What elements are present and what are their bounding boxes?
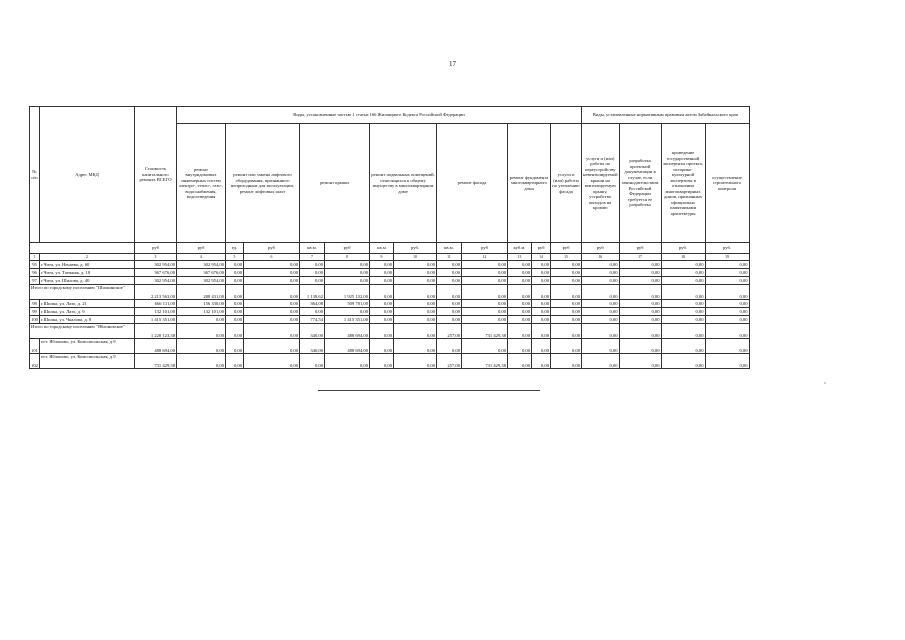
row-value: 0,00 (244, 300, 300, 308)
row-value: 0,00 (226, 300, 244, 308)
row-value: 488 694,00 (325, 339, 370, 354)
subtotal-value: 0,00 (551, 324, 582, 339)
header-utility: ремонт внутридомовых инженерных систем электро-, тепло-, газо-, водоснабжения, водоотведения (177, 124, 226, 243)
column-number: 16 (582, 254, 620, 261)
row-number: 99 (30, 308, 40, 316)
row-address: пгт. Яблоново, ул. Комсомольская, д.9 (40, 354, 135, 369)
row-value: 0,00 (582, 300, 620, 308)
row-value: 0,00 (394, 261, 437, 269)
unit-cell: руб (177, 243, 226, 254)
units-row (30, 243, 750, 254)
subtotal-label: Итого по городскому поселению "Шилкинское" (30, 285, 135, 300)
unit-cell: руб (244, 243, 300, 254)
header-basement: ремонт подвальных помещений, относящихся к общему имуществу в многоквартирном доме (370, 124, 437, 243)
row-value: 0,00 (619, 300, 661, 308)
header-total-cost: Стоимость капитального ремонта ВСЕГО (135, 107, 177, 243)
row-value: 0,00 (325, 277, 370, 285)
row-value: 0,00 (325, 261, 370, 269)
row-value: 0,00 (244, 261, 300, 269)
row-value: 0,00 (244, 269, 300, 277)
row-value: 0,00 (462, 277, 508, 285)
row-value: 0,00 (394, 277, 437, 285)
column-number: 13 (508, 254, 532, 261)
row-value: 0,00 (619, 339, 661, 354)
row-value: 257,00 (437, 354, 462, 369)
row-value: 774,54 (300, 316, 325, 324)
subtotal-value: 0,00 (705, 285, 749, 300)
subtotal-value: 0,00 (582, 324, 620, 339)
row-value: 0,00 (177, 354, 226, 369)
row-value: 0,00 (437, 277, 462, 285)
row-address: г.Чита, ул. Нечаева, д. 60 (40, 261, 135, 269)
column-number: 12 (462, 254, 508, 261)
row-value: 0,00 (582, 308, 620, 316)
subtotal-value: 1 925 132,00 (325, 285, 370, 300)
table-row (30, 300, 750, 308)
row-value: 0,00 (619, 269, 661, 277)
row-value: 0,00 (394, 269, 437, 277)
row-value: 0,00 (508, 300, 532, 308)
row-value: 1 415 351,00 (325, 316, 370, 324)
unit-cell: куб.м. (508, 243, 532, 254)
row-value: 0,00 (226, 354, 244, 369)
row-value: 0,00 (437, 261, 462, 269)
header-num: № п/п (30, 107, 40, 243)
group-header-regional: Виды, установленные нормативным правовым актом Забайкальского края (582, 107, 750, 124)
unit-cell: кв.м. (300, 243, 325, 254)
row-value: 0,00 (244, 339, 300, 354)
subtotal-value: 257,00 (437, 324, 462, 339)
subtotal-value: 488 694,00 (325, 324, 370, 339)
row-value: 0,00 (300, 261, 325, 269)
header-design-docs: разработка проектной документации в случае, если законодательством Российской Федерации требуется ее разработка (619, 124, 661, 243)
row-value: 0,00 (370, 354, 394, 369)
row-value: 509 781,00 (325, 300, 370, 308)
row-value: 488 694,00 (135, 339, 177, 354)
row-address: г.Шилка, ул. Чкалова, д. 8 (40, 316, 135, 324)
subtotal-value: 2 213 563,00 (135, 285, 177, 300)
subtotal-value: 0,00 (582, 285, 620, 300)
row-number: 100 (31, 316, 38, 322)
row-value: 0,00 (705, 339, 749, 354)
unit-cell: руб (325, 243, 370, 254)
row-value: 0,00 (177, 339, 226, 354)
subtotal-value: 0,00 (619, 324, 661, 339)
row-value: 0,00 (705, 300, 749, 308)
column-number: 9 (370, 254, 394, 261)
subtotal-row (30, 285, 750, 300)
row-value: 0,00 (370, 339, 394, 354)
row-value: 0,00 (532, 300, 551, 308)
column-number: 8 (325, 254, 370, 261)
row-value: 0,00 (705, 269, 749, 277)
unit-cell: руб (532, 243, 551, 254)
row-value: 0,00 (226, 277, 244, 285)
row-value: 0,00 (508, 339, 532, 354)
subtotal-value: 0,00 (462, 285, 508, 300)
column-number: 14 (532, 254, 551, 261)
row-value: 340,00 (300, 339, 325, 354)
row-value: 666 111,00 (135, 300, 177, 308)
subtotal-value: 0,00 (532, 285, 551, 300)
unit-cell: ед. (226, 243, 244, 254)
end-rule (318, 390, 540, 391)
row-value: 0,00 (582, 269, 620, 277)
row-value: 0,00 (394, 316, 437, 324)
row-value: 0,00 (462, 339, 508, 354)
row-value: 0,00 (300, 269, 325, 277)
row-value: 0,00 (437, 339, 462, 354)
row-value: 0,00 (705, 308, 749, 316)
subtotal-value: 0,00 (244, 285, 300, 300)
subtotal-value: 0,00 (532, 324, 551, 339)
row-value: 0,00 (300, 277, 325, 285)
row-value: 0,00 (226, 316, 244, 324)
unit-cell: руб (619, 243, 661, 254)
row-value: 0,00 (551, 308, 582, 316)
subtotal-value: 0,00 (244, 324, 300, 339)
row-value: 0,00 (508, 269, 532, 277)
row-value: 0,00 (462, 269, 508, 277)
row-value: 0,00 (226, 269, 244, 277)
column-number: 7 (300, 254, 325, 261)
column-number: 5 (226, 254, 244, 261)
row-number: 98 (30, 300, 40, 308)
row-value: 0,00 (582, 261, 620, 269)
row-number: 95 (30, 261, 40, 269)
row-value: 132 101,00 (177, 308, 226, 316)
table-row (30, 354, 750, 369)
row-value: 0,00 (551, 300, 582, 308)
row-value: 0,00 (661, 354, 705, 369)
header-address: Адрес МКД (40, 107, 135, 243)
row-value: 0,00 (394, 308, 437, 316)
row-value: 0,00 (619, 308, 661, 316)
row-value: 0,00 (370, 277, 394, 285)
subtotal-value: 1 220 123,38 (135, 324, 177, 339)
header-expertise: проведение государственной экспертизы проекта, историко-культурной экспертизы в отношении многоквартирных домов, признанных официально памятниками архитектуры (661, 124, 705, 243)
row-value: 0,00 (508, 277, 532, 285)
header-supervision: осуществление строительного контроля (705, 124, 749, 243)
row-value: 302 954,00 (135, 277, 177, 285)
subtotal-row (30, 324, 750, 339)
subtotal-value: 288 431,00 (177, 285, 226, 300)
row-value: 731 429,38 (462, 354, 508, 369)
table-row (30, 277, 750, 285)
row-value: 0,00 (705, 316, 749, 324)
table-row (30, 339, 750, 354)
row-address: пгт. Яблоново, ул. Комсомольская, д.9 (40, 339, 135, 354)
subtotal-value: 0,00 (508, 324, 532, 339)
unit-cell: руб. (705, 243, 749, 254)
table-row (30, 269, 750, 277)
end-mark: " (824, 383, 827, 388)
row-value: 0,00 (437, 316, 462, 324)
row-value: 302 954,00 (177, 277, 226, 285)
row-value: 367 676,00 (177, 269, 226, 277)
subtotal-value: 0,00 (661, 324, 705, 339)
subtotal-value: 0,00 (437, 285, 462, 300)
column-number-row (30, 254, 750, 261)
row-value: 0,00 (325, 308, 370, 316)
subtotal-value: 0,00 (619, 285, 661, 300)
row-value: 0,00 (532, 277, 551, 285)
row-value: 0,00 (532, 316, 551, 324)
subtotal-value: 0,00 (370, 285, 394, 300)
column-number: 10 (394, 254, 437, 261)
subtotal-value: 731 429,38 (462, 324, 508, 339)
row-value: 0,00 (244, 316, 300, 324)
row-value: 0,00 (532, 339, 551, 354)
row-number: 96 (30, 269, 40, 277)
table-row (30, 308, 750, 316)
subtotal-value: 1 138,62 (300, 285, 325, 300)
row-value: 0,00 (705, 354, 749, 369)
row-value: 0,00 (551, 277, 582, 285)
row-value: 0,00 (619, 261, 661, 269)
row-value: 0,00 (437, 308, 462, 316)
unit-cell: руб (582, 243, 620, 254)
subtotal-value: 0,00 (394, 324, 437, 339)
row-value: 0,00 (300, 308, 325, 316)
table-row (30, 261, 750, 269)
row-value: 0,00 (370, 269, 394, 277)
row-value: 0,00 (226, 261, 244, 269)
row-value: 0,00 (508, 308, 532, 316)
row-value: 0,00 (325, 269, 370, 277)
row-address: г.Шилка, ул. Лазо, д. 9 (40, 308, 135, 316)
header-roof: ремонт крыши (300, 124, 370, 243)
row-value: 0,00 (370, 300, 394, 308)
row-value: 0,00 (551, 316, 582, 324)
row-value: 0,00 (619, 354, 661, 369)
subtotal-value: 0,00 (705, 324, 749, 339)
page-number: 17 (449, 60, 456, 68)
row-value: 0,00 (551, 339, 582, 354)
row-value: 0,00 (661, 261, 705, 269)
row-value: 364,08 (300, 300, 325, 308)
column-number: 17 (619, 254, 661, 261)
capital-repair-table (29, 106, 750, 369)
row-value: 0,00 (532, 354, 551, 369)
row-value: 0,00 (661, 277, 705, 285)
row-value: 0,00 (582, 277, 620, 285)
unit-cell: руб. (661, 243, 705, 254)
row-value: 156 330,00 (177, 300, 226, 308)
subtotal-value: 340,00 (300, 324, 325, 339)
header-foundation: ремонт фундамента многоквартирного дома (508, 124, 551, 243)
row-value: 0,00 (437, 300, 462, 308)
subtotal-value: 0,00 (394, 285, 437, 300)
column-number: 3 (135, 254, 177, 261)
row-value: 0,00 (394, 354, 437, 369)
row-value: 0,00 (462, 261, 508, 269)
row-value: 0,00 (394, 339, 437, 354)
row-value: 1 415 351,00 (135, 316, 177, 324)
row-value: 0,00 (244, 277, 300, 285)
table-row (30, 316, 750, 324)
column-number: 18 (661, 254, 705, 261)
unit-cell: кв.м (370, 243, 394, 254)
row-value: 0,00 (705, 277, 749, 285)
row-value: 0,00 (462, 316, 508, 324)
column-number: 4 (177, 254, 226, 261)
row-value: 0,00 (462, 300, 508, 308)
row-value: 0,00 (370, 316, 394, 324)
row-value: 0,00 (705, 261, 749, 269)
unit-cell: руб. (394, 243, 437, 254)
header-elevator: ремонт или замена лифтового оборудования, признанного непригодным для эксплуатации, ремонт лифтовых шахт (226, 124, 300, 243)
unit-cell: руб (551, 243, 582, 254)
row-value: 0,00 (370, 261, 394, 269)
unit-cell: кв.м. (437, 243, 462, 254)
header-facade-insulation: услуги и (или) работы по утеплению фасада (551, 124, 582, 243)
row-value: 0,00 (325, 354, 370, 369)
unit-cell: руб (135, 243, 177, 254)
column-number: 1 (30, 254, 40, 261)
row-value: 0,00 (437, 269, 462, 277)
subtotal-value: 0,00 (661, 285, 705, 300)
row-value: 0,00 (551, 269, 582, 277)
row-number: 97 (30, 277, 40, 285)
subtotal-value: 0,00 (226, 285, 244, 300)
row-value: 302 954,00 (177, 261, 226, 269)
header-facade: ремонт фасада (437, 124, 508, 243)
row-value: 0,00 (244, 354, 300, 369)
subtotal-value: 0,00 (370, 324, 394, 339)
column-number: 15 (551, 254, 582, 261)
row-value: 0,00 (300, 354, 325, 369)
row-value: 0,00 (532, 308, 551, 316)
group-header-housing-code: Виды, установленные частью 1 статьи 166 Жилищного Кодекса Российской Федерации (177, 107, 582, 124)
row-value: 0,00 (582, 354, 620, 369)
row-value: 0,00 (619, 316, 661, 324)
row-value: 0,00 (226, 339, 244, 354)
column-number: 11 (437, 254, 462, 261)
row-value: 0,00 (508, 316, 532, 324)
row-address: г.Чита, ул. Шилова, д. 40 (40, 277, 135, 285)
row-value: 0,00 (244, 308, 300, 316)
row-address: г.Чита, ул. Таежная, д. 18 (40, 269, 135, 277)
row-value: 0,00 (551, 354, 582, 369)
row-value: 0,00 (661, 300, 705, 308)
subtotal-value: 0,00 (508, 285, 532, 300)
unit-cell: руб (462, 243, 508, 254)
row-value: 0,00 (508, 354, 532, 369)
row-value: 367 676,00 (135, 269, 177, 277)
column-number: 2 (40, 254, 135, 261)
subtotal-value: 0,00 (226, 324, 244, 339)
column-number: 19 (705, 254, 749, 261)
row-value: 0,00 (226, 308, 244, 316)
row-value: 0,00 (532, 261, 551, 269)
subtotal-value: 0,00 (177, 324, 226, 339)
subtotal-label: Итого по городскому поселению "Яблоновское" (30, 324, 135, 339)
units-spacer (30, 243, 135, 254)
row-value: 0,00 (661, 308, 705, 316)
row-value: 0,00 (551, 261, 582, 269)
subtotal-value: 0,00 (551, 285, 582, 300)
row-value: 0,00 (661, 269, 705, 277)
row-value: 0,00 (462, 308, 508, 316)
row-address: г.Шилка, ул. Лазо, д. 21 (40, 300, 135, 308)
row-value: 0,00 (619, 277, 661, 285)
row-value: 0,00 (508, 261, 532, 269)
row-value: 0,00 (582, 316, 620, 324)
row-value: 0,00 (661, 339, 705, 354)
row-value: 0,00 (661, 316, 705, 324)
column-number: 6 (244, 254, 300, 261)
row-value: 731 429,38 (135, 354, 177, 369)
row-value: 0,00 (177, 316, 226, 324)
row-value: 0,00 (532, 269, 551, 277)
row-value: 132 101,00 (135, 308, 177, 316)
row-value: 0,00 (394, 300, 437, 308)
row-number: 101 (30, 339, 40, 354)
header-roof-conversion: услуги и (или) работы по переустройству невентилируемой крыши на вентилируемую крышу, устройство выходов на кровлю (582, 124, 620, 243)
row-value: 0,00 (582, 339, 620, 354)
row-value: 302 954,00 (135, 261, 177, 269)
row-value: 0,00 (370, 308, 394, 316)
row-number: 102 (30, 354, 40, 369)
